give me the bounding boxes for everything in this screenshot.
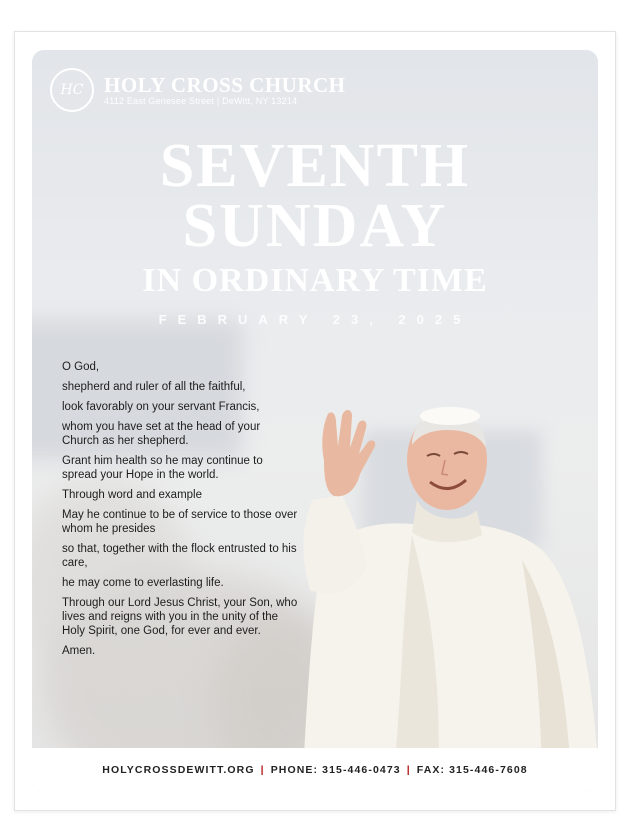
- fax-number: FAX: 315-446-7608: [416, 764, 528, 776]
- church-header: [50, 68, 346, 112]
- title-line-3: IN ORDINARY TIME: [142, 262, 488, 299]
- contact-footer: [32, 748, 598, 792]
- title-line-2: SUNDAY: [182, 192, 448, 260]
- church-name: HOLY CROSS CHURCH: [104, 73, 346, 97]
- church-address: 4112 East Genesee Street | DeWitt, NY 13214: [104, 96, 298, 106]
- church-logo-icon: [50, 68, 94, 112]
- footer-separator: |: [260, 764, 265, 776]
- prayer-line: Amen.: [62, 645, 96, 657]
- website-link[interactable]: HOLYCROSSDEWITT.ORG: [102, 764, 255, 776]
- date-line: FEBRUARY 23, 2025: [158, 312, 472, 327]
- prayer-line: look favorably on your servant Francis,: [62, 401, 260, 413]
- bulletin-card: [32, 50, 598, 792]
- phone-number: PHONE: 315-446-0473: [270, 764, 401, 776]
- logo-monogram: HC: [60, 82, 84, 98]
- prayer-line: O God,: [62, 361, 100, 373]
- prayer-line: so that, together with the flock entrusted to his care,: [62, 543, 297, 569]
- prayer-line: shepherd and ruler of all the faithful,: [62, 381, 246, 393]
- pope-francis-photo: [262, 350, 598, 792]
- prayer-line: he may come to everlasting life.: [62, 577, 224, 589]
- prayer-line: whom you have set at the head of your Church as her shepherd.: [62, 421, 261, 447]
- prayer-line: May he continue to be of service to those over whom he presides: [62, 509, 298, 535]
- prayer-line: Through our Lord Jesus Christ, your Son, who lives and reigns with you in the unity of the Holy Spirit, one God, for ever and ever.: [62, 597, 298, 637]
- title-line-1: SEVENTH: [159, 132, 471, 200]
- prayer-line: Grant him health so he may continue to spread your Hope in the world.: [62, 455, 263, 481]
- prayer-line: Through word and example: [62, 489, 202, 501]
- prayer-text: [62, 360, 298, 664]
- church-info: [104, 74, 346, 106]
- footer-separator: |: [406, 764, 411, 776]
